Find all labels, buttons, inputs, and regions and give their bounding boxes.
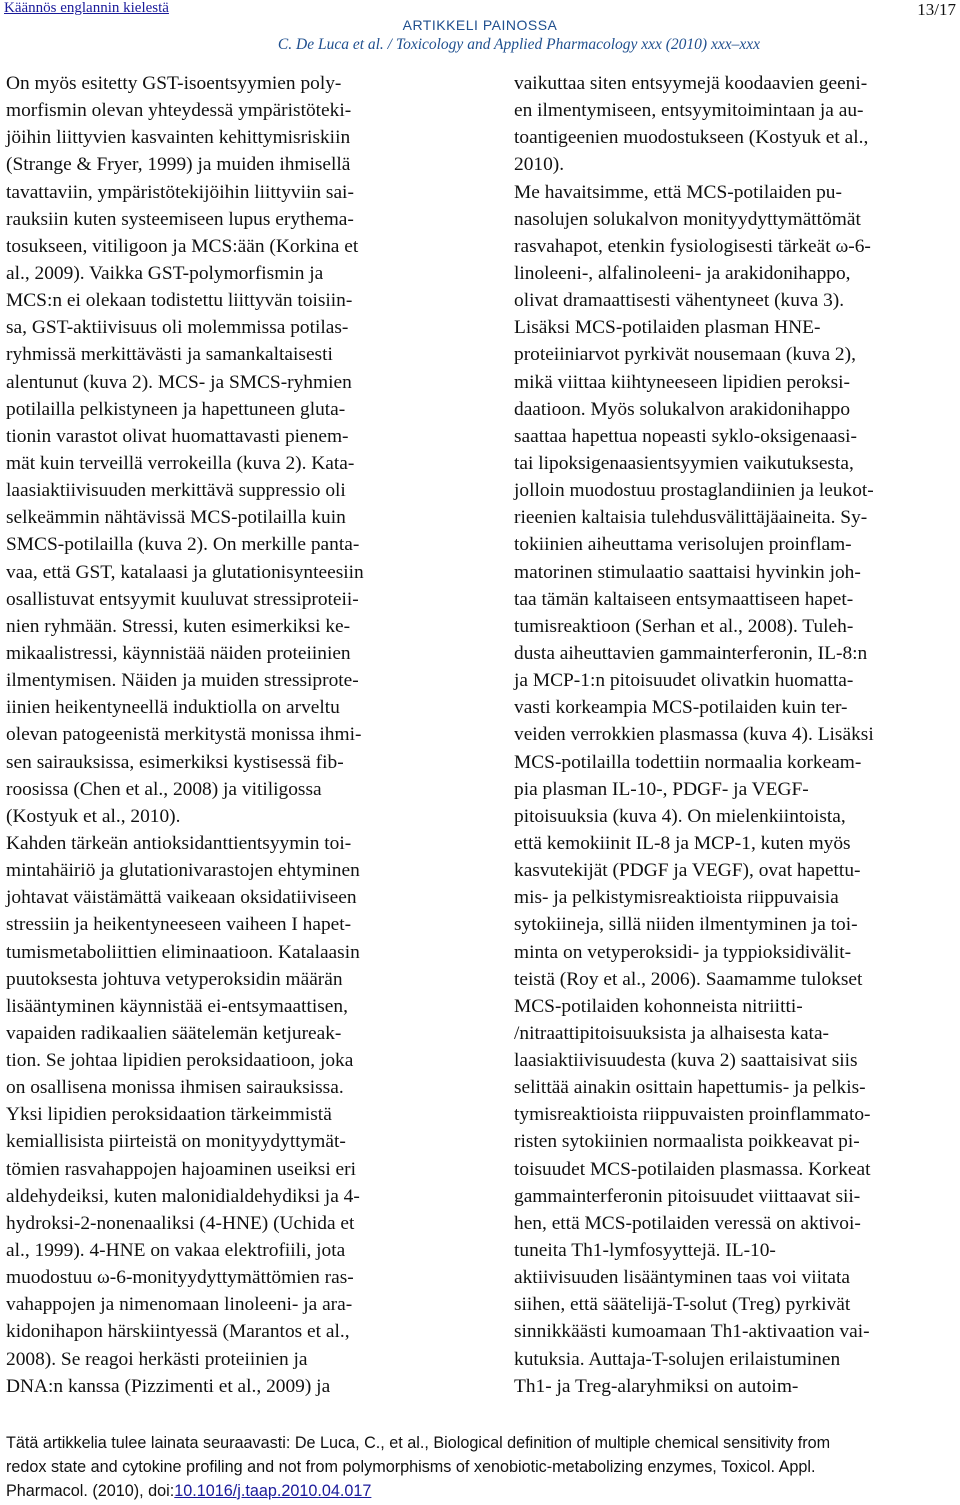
text-line: Kahden tärkeän antioksidanttientsyymin toi- [6, 832, 352, 854]
text-line: vaikuttaa siten entsyymejä koodaavien geeni- [514, 73, 868, 94]
text-line: tymisreaktioista riippuvaisten proinflammato- [514, 1104, 871, 1126]
text-line: saattaa hapettua nopeasti syklo-oksigenaasi- [514, 425, 857, 447]
text-line: jöihin liittyvien kasvainten kehittymisriskiin [6, 127, 351, 149]
text-line: on osallisena monissa ihmisen sairauksissa. [6, 1077, 344, 1099]
text-line: ilmentymisen. Näiden ja muiden stressiprote- [6, 670, 359, 692]
text-line: kutuksia. Auttaja-T-solujen erilaistuminen [514, 1348, 841, 1370]
text-line: daatioon. Myös solukalvon arakidonihappo [514, 398, 851, 420]
text-line: 2010). [514, 154, 565, 176]
text-line: mis- ja pelkistymisreaktioista riippuvaisia [514, 887, 839, 909]
text-line: On myös esitetty GST-isoentsyymien poly- [6, 73, 342, 94]
text-line: minta on vetyperoksidi- ja typpioksidivälit- [514, 941, 852, 963]
text-line: linoleeni-, alfalinoleeni- ja arakidonihappo, [514, 262, 851, 284]
text-line: MCS-potilailla todettiin normaalia korkeam- [514, 751, 862, 773]
text-line: tion. Se johtaa lipidien peroksidaatioon, joka [6, 1050, 354, 1072]
text-line: rauksiin kuten systeemiseen lupus erythema- [6, 208, 354, 230]
citation-footer [6, 1431, 956, 1503]
text-line: mikä viittaa kiihtyneeseen lipidien peroksi- [514, 371, 851, 393]
text-line: taa tämän kaltaiseen entsymaattiseen hapet- [514, 588, 854, 610]
text-line: nasolujen solukalvon monityydyttymättömät [514, 208, 861, 230]
text-line: DNA:n kanssa (Pizzimenti et al., 2009) ja [6, 1375, 331, 1397]
text-line: sa, GST-aktiivisuus oli molemmissa potilas- [6, 317, 349, 339]
text-line: /nitraattipitoisuuksista ja alhaisesta kata- [514, 1022, 830, 1044]
footer-line-2: redox state and cytokine profiling and not from polymorphisms of xenobiotic-metabolizing enzymes, Toxicol. Appl. [6, 1458, 816, 1476]
text-line: Th1- ja Treg-alaryhmiksi on autoim- [514, 1375, 799, 1397]
text-line: 2008). Se reagoi herkästi proteiinien ja [6, 1348, 308, 1370]
text-line: aktiivisuuden lisääntyminen taas voi viitata [514, 1267, 851, 1289]
text-line: veiden verrokkien plasmassa (kuva 4). Lisäksi [514, 724, 874, 746]
text-line: tavattaviin, ympäristötekijöihin liittyviin sai- [6, 181, 354, 203]
translation-link[interactable]: Käännös englannin kielestä [4, 0, 169, 16]
text-line: stressiin ja heikentyneeseen vaiheen I hapet- [6, 914, 352, 936]
text-line: kasvutekijät (PDGF ja VEGF), ovat hapettu- [514, 860, 861, 882]
text-line: sen sairauksissa, esimerkiksi kystisessä fib- [6, 751, 344, 773]
text-line: roosissa (Chen et al., 2008) ja vitiligossa [6, 778, 322, 800]
footer-line-1: Tätä artikkelia tulee lainata seuraavasti: De Luca, C., et al., Biological definition of multiple chemical sensitivity from [6, 1434, 831, 1452]
text-line: dusta aiheuttavien gammainterferonin, IL-8:n [514, 642, 868, 664]
text-line: lisääntyminen käynnistää ei-entsymaattisen, [6, 995, 348, 1017]
text-line: toantigeenien muodostukseen (Kostyuk et al., [514, 127, 869, 149]
text-line: puutoksesta johtuva vetyperoksidin määrän [6, 968, 343, 990]
text-line: iinien heikentyneellä induktiolla on arveltu [6, 697, 340, 719]
text-line: ryhmissä merkittävästi ja samankaltaisesti [6, 344, 333, 366]
text-line: nien ryhmään. Stressi, kuten esimerkiksi ke- [6, 615, 351, 637]
text-line: tumismetaboliittien eliminaatioon. Katalaasin [6, 941, 360, 963]
text-line: morfismin olevan yhteydessä ympäristöteki- [6, 100, 352, 122]
text-line: siihen, että säätelijä-T-solut (Treg) pyrkivät [514, 1294, 851, 1316]
text-line: tionin varastot olivat huomattavasti pienem- [6, 425, 349, 447]
text-line: aldehydeiksi, kuten malonidialdehydiksi ja 4- [6, 1185, 360, 1207]
text-line: tuneita Th1-lymfosyyttejä. IL-10- [514, 1240, 776, 1262]
text-line: Yksi lipidien peroksidaation tärkeimmistä [6, 1104, 332, 1126]
text-line: potilailla pelkistyneen ja hapettuneen gluta- [6, 398, 346, 420]
text-line: sinnikkäästi kumoamaan Th1-aktivaation vai- [514, 1321, 870, 1343]
text-line: tumisreaktioon (Serhan et al., 2008). Tuleh- [514, 615, 854, 637]
text-line: mintahäiriö ja glutationivarastojen ehtyminen [6, 860, 360, 882]
text-line: tokiinien aiheuttama verisolujen proinflam- [514, 534, 852, 556]
text-line: pia plasman IL-10-, PDGF- ja VEGF- [514, 778, 809, 800]
text-line: tai lipoksigenaasientsyymien vaikutuksesta, [514, 452, 854, 474]
press-label: ARTIKKELI PAINOSSA [402, 17, 558, 33]
journal-citation-header: C. De Luca et al. / Toxicology and Applied Pharmacology xxx (2010) xxx–xxx [277, 36, 760, 53]
text-line: toisuudet MCS-potilaiden plasmassa. Korkeat [514, 1158, 871, 1180]
text-line: vahappojen ja nimenomaan linoleeni- ja ara- [6, 1294, 353, 1316]
text-line: kemiallisista piirteistä on monityydyttymät- [6, 1131, 346, 1153]
text-line: al., 1999). 4-HNE on vakaa elektrofiili, jota [6, 1240, 346, 1262]
text-line: risten sytokiinien normaalista poikkeavat pi- [514, 1131, 860, 1153]
text-line: olivat dramaattisesti vähentyneet (kuva 3). [514, 290, 845, 312]
text-line: selkeämmin nähtävissä MCS-potilailla kuin [6, 507, 346, 529]
text-line: ja MCP-1:n pitoisuudet olivatkin huomatta- [514, 670, 854, 692]
right-column [514, 70, 954, 1400]
text-line: että kemokiinit IL-8 ja MCP-1, kuten myös [514, 832, 851, 854]
doi-link[interactable]: 10.1016/j.taap.2010.04.017 [174, 1482, 372, 1500]
text-line: mikaalistressi, käynnistää näiden proteiinien [6, 642, 351, 664]
text-line: laasiaktiivisuudesta (kuva 2) saattaisivat siis [514, 1050, 858, 1072]
text-line: jolloin muodostuu prostaglandiinien ja leukot- [514, 480, 874, 502]
footer-line-3-prefix: Pharmacol. (2010), doi: [6, 1482, 175, 1500]
text-line: laasiaktiivisuuden merkittävä suppressio oli [6, 480, 346, 502]
text-line: osallistuvat entsyymit kuuluvat stressiproteii- [6, 588, 359, 610]
text-line: gammainterferonin pitoisuudet viittaavat sii- [514, 1185, 861, 1207]
text-line: al., 2009). Vaikka GST-polymorfismin ja [6, 262, 324, 284]
text-line: vaa, että GST, katalaasi ja glutationisynteesiin [6, 561, 364, 583]
text-line: tosukseen, vitiligoon ja MCS:ään (Korkina et [6, 235, 359, 257]
text-line: matorinen stimulaatio saattaisi hyvinkin joh- [514, 561, 861, 583]
text-line: Me havaitsimme, että MCS-potilaiden pu- [514, 181, 842, 203]
text-line: MCS-potilaiden kohonneista nitriitti- [514, 995, 803, 1017]
page-number: 13/17 [917, 0, 956, 19]
text-line: mät kuin terveillä verrokeilla (kuva 2). Kata- [6, 452, 355, 474]
text-line: rieenien kaltaisia tulehdusvälittäjäaineita. Sy- [514, 507, 868, 529]
text-line: rasvahapot, etenkin fysiologisesti tärkeät ω-6- [514, 235, 871, 257]
text-line: selittää ainakin osittain hapettumis- ja pelkis- [514, 1077, 866, 1099]
text-line: johtavat väistämättä vaikeaan oksidatiiviseen [6, 887, 357, 909]
text-line: sytokiineja, sillä niiden ilmentyminen ja toi- [514, 914, 858, 936]
text-line: alentunut (kuva 2). MCS- ja SMCS-ryhmien [6, 371, 352, 393]
text-line: tömien rasvahappojen hajoaminen useiksi eri [6, 1158, 357, 1180]
text-line: proteiiniarvot pyrkivät nousemaan (kuva 2), [514, 344, 856, 366]
text-line: MCS:n ei olekaan todistettu liittyvän toisiin- [6, 290, 353, 312]
left-column [6, 70, 446, 1400]
text-line: olevan patogeenistä merkitystä monissa ihmi- [6, 724, 362, 746]
text-line: vasti korkeampia MCS-potilaiden kuin ter- [514, 697, 848, 719]
text-line: hen, että MCS-potilaiden veressä on aktivoi- [514, 1212, 861, 1234]
text-line: teistä (Roy et al., 2006). Saamamme tulokset [514, 968, 863, 990]
text-line: kidonihapon härskiintyessä (Marantos et al., [6, 1321, 350, 1343]
text-line: vapaiden radikaalien säätelemän ketjureak- [6, 1022, 342, 1044]
text-line: SMCS-potilailla (kuva 2). On merkille panta- [6, 534, 360, 556]
text-line: (Strange & Fryer, 1999) ja muiden ihmisellä [6, 154, 351, 176]
footer-line-3 [6, 1479, 956, 1503]
text-line: Lisäksi MCS-potilaiden plasman HNE- [514, 317, 821, 339]
text-line: hydroksi-2-nonenaaliksi (4-HNE) (Uchida et [6, 1212, 355, 1234]
text-line: (Kostyuk et al., 2010). [6, 805, 181, 827]
text-line: en ilmentymiseen, entsyymitoimintaan ja au- [514, 100, 864, 122]
text-line: muodostuu ω-6-monityydyttymättömien ras- [6, 1267, 354, 1289]
text-line: pitoisuuksia (kuva 4). On mielenkiintoista, [514, 805, 846, 827]
